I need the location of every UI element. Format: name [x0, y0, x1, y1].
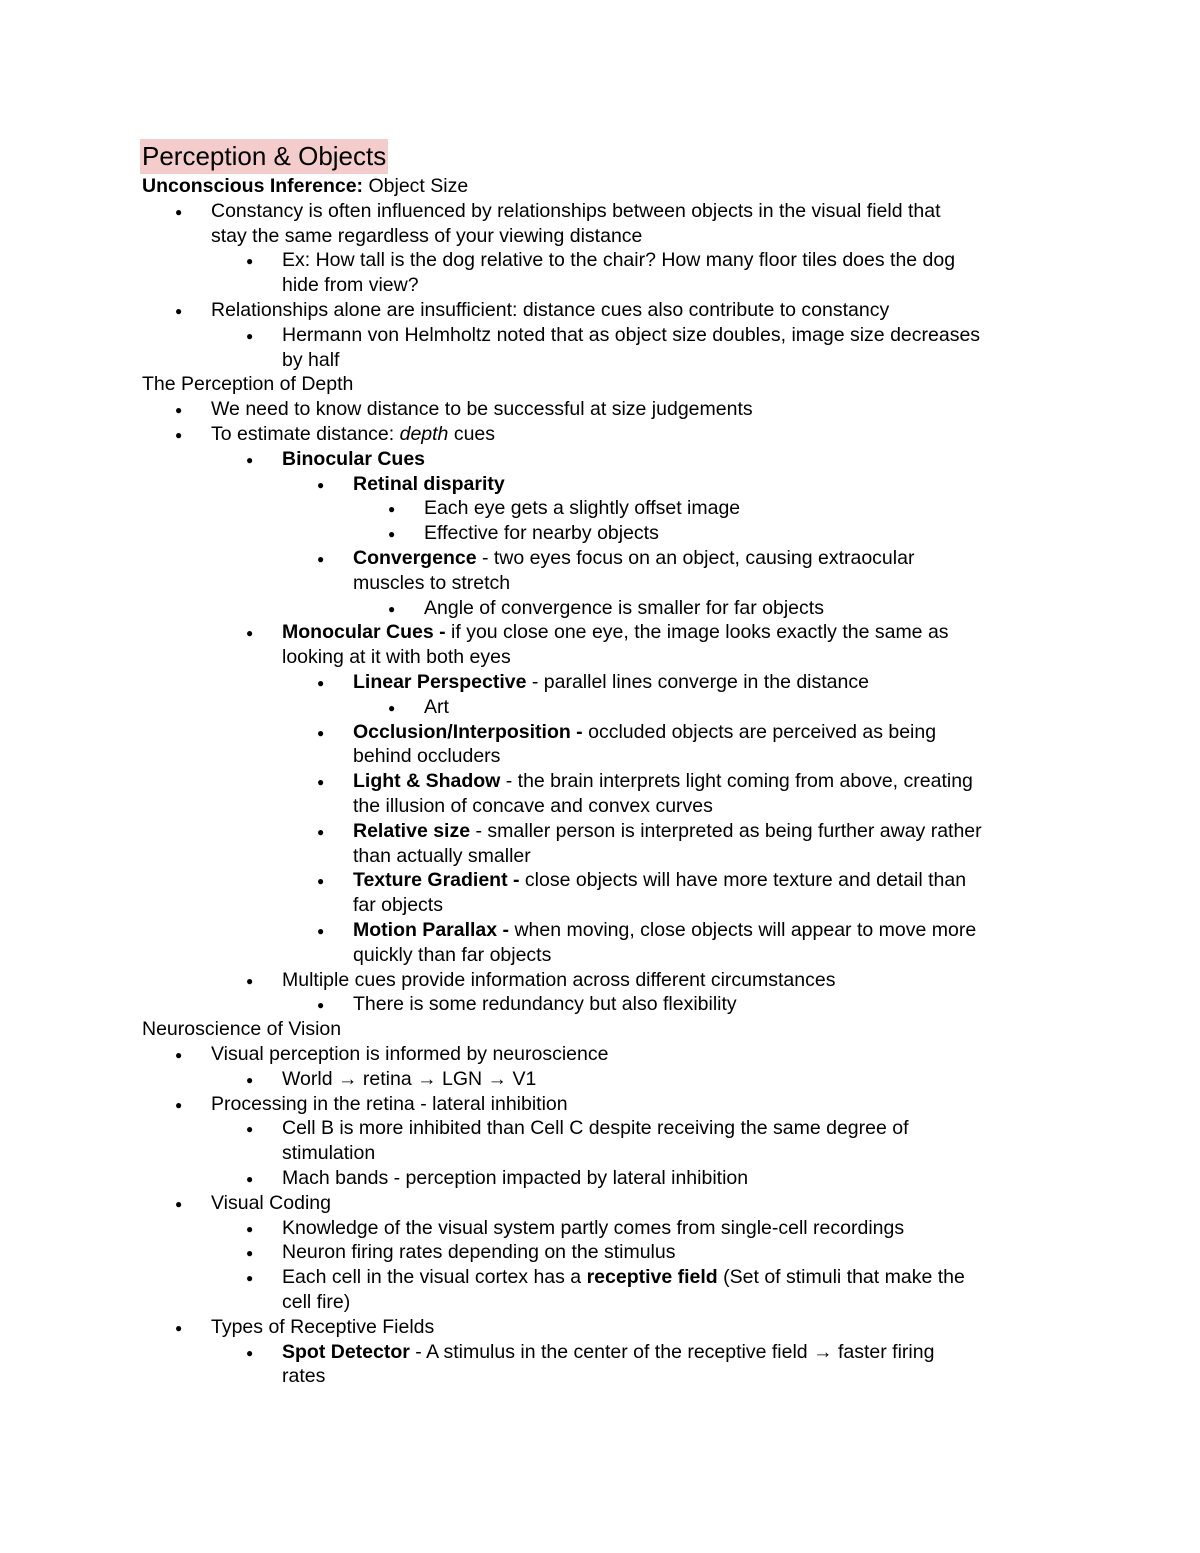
- bold-text: Texture Gradient -: [353, 869, 520, 892]
- list-item: [353, 744, 500, 768]
- text: Visual perception is informed by neuroscience: [211, 1043, 609, 1065]
- bullet-icon: ●: [246, 1246, 254, 1261]
- bullet-icon: ●: [246, 1172, 254, 1186]
- list-item: [211, 199, 941, 223]
- bold-text: Spot Detector: [282, 1340, 410, 1363]
- list-item: [424, 521, 659, 545]
- bold-text: Relative size: [353, 819, 471, 842]
- list-item: [282, 1067, 536, 1091]
- list-item: [353, 868, 966, 892]
- list-item: [282, 968, 835, 992]
- list-item: [424, 695, 449, 719]
- text: Neuron firing rates depending on the stimulus: [282, 1241, 676, 1264]
- list-item: [282, 1364, 325, 1388]
- list-item: [282, 1265, 965, 1289]
- bold-text: Motion Parallax -: [353, 919, 510, 941]
- text: behind occluders: [353, 745, 501, 768]
- bold-text: Convergence: [353, 547, 477, 569]
- bullet-icon: ●: [388, 502, 396, 517]
- text: quickly than far objects: [353, 943, 552, 966]
- italic-text: depth: [399, 423, 449, 445]
- text: Neuroscience of Vision: [142, 1018, 342, 1041]
- list-item: [282, 620, 949, 644]
- list-item: [353, 571, 510, 595]
- bullet-icon: ●: [317, 775, 325, 790]
- bold-text: Monocular Cues -: [282, 621, 446, 644]
- text: far objects: [353, 894, 443, 917]
- list-item: [353, 943, 551, 967]
- bullet-icon: ●: [246, 1221, 254, 1236]
- text: muscles to stretch: [353, 571, 511, 594]
- list-item: [353, 546, 914, 570]
- bullet-icon: ●: [246, 1271, 254, 1286]
- list-item: [282, 1116, 909, 1140]
- text: hide from view?: [282, 274, 419, 297]
- list-item: [211, 1315, 434, 1339]
- list-item: [424, 496, 740, 520]
- bullet-icon: ●: [317, 676, 325, 690]
- bullet-icon: ●: [317, 824, 325, 839]
- bullet-icon: ●: [175, 304, 183, 318]
- list-item: [353, 893, 443, 917]
- text: looking at it with both eyes: [282, 646, 511, 669]
- text: Processing in the retina - lateral inhibition: [211, 1092, 568, 1115]
- list-item: [282, 1216, 904, 1240]
- list-item: [282, 248, 955, 272]
- bullet-icon: ●: [246, 254, 254, 269]
- text: Types of Receptive Fields: [211, 1315, 435, 1338]
- list-item: [424, 596, 824, 620]
- bullet-icon: ●: [246, 626, 254, 641]
- text: Knowledge of the visual system partly comes from single-cell recordings: [282, 1216, 905, 1239]
- bold-text: Retinal disparity: [353, 472, 505, 495]
- text: Constancy is often influenced by relationships between objects in the visual field that: [211, 199, 941, 222]
- section-heading: [142, 174, 468, 198]
- text: occluded objects are perceived as being: [582, 720, 937, 743]
- text: the illusion of concave and convex curves: [353, 795, 713, 817]
- list-item: [282, 1240, 676, 1264]
- list-item: [353, 472, 505, 496]
- list-item: [282, 1290, 350, 1314]
- list-item: [353, 794, 713, 818]
- text: Each eye gets a slightly offset image: [424, 497, 741, 520]
- text: Cell B is more inhibited than Cell C despite receiving the same degree of: [282, 1117, 909, 1140]
- bullet-icon: ●: [246, 452, 254, 467]
- section-heading: [142, 372, 353, 396]
- text: - A stimulus in the center of the receptive field → faster firing: [409, 1340, 935, 1363]
- bullet-icon: ●: [317, 725, 325, 740]
- list-item: [353, 769, 973, 793]
- bullet-icon: ●: [175, 1196, 183, 1211]
- text: stay the same regardless of your viewing distance: [211, 224, 643, 247]
- list-item: [282, 447, 425, 471]
- bullet-icon: ●: [388, 700, 396, 715]
- text: (Set of stimuli that make the: [717, 1266, 965, 1289]
- bullet-icon: ●: [317, 998, 325, 1013]
- bullet-icon: ●: [246, 973, 254, 988]
- bold-text: Binocular Cues: [282, 447, 426, 470]
- bullet-icon: ●: [175, 1097, 183, 1112]
- bullet-icon: ●: [175, 204, 183, 219]
- text: Ex: How tall is the dog relative to the chair? How many floor tiles does the dog: [282, 249, 956, 272]
- text: cell fire): [282, 1291, 351, 1313]
- bullet-icon: ●: [246, 1072, 254, 1087]
- list-item: [353, 992, 737, 1016]
- text: Relationships alone are insufficient: distance cues also contribute to constancy: [211, 299, 890, 321]
- text: Angle of convergence is smaller for far objects: [424, 596, 824, 619]
- bullet-icon: ●: [246, 1122, 254, 1137]
- bold-text: Occlusion/Interposition -: [353, 720, 583, 743]
- bullet-icon: ●: [317, 552, 325, 566]
- page-title: Perception & Objects: [140, 139, 388, 174]
- text: Effective for nearby objects: [424, 522, 659, 545]
- text: by half: [282, 348, 340, 371]
- list-item: [211, 1042, 608, 1066]
- text: We need to know distance to be successful at size judgements: [211, 398, 753, 421]
- text: close objects will have more texture and detail than: [519, 869, 967, 892]
- bullet-icon: ●: [388, 527, 396, 542]
- list-item: [353, 670, 869, 694]
- list-item: [282, 1141, 375, 1165]
- list-item: [282, 1166, 748, 1190]
- list-item: [353, 720, 936, 744]
- bullet-icon: ●: [246, 1345, 254, 1360]
- list-item: [353, 844, 531, 868]
- text: Mach bands - perception impacted by lateral inhibition: [282, 1167, 749, 1189]
- bullet-icon: ●: [388, 601, 396, 616]
- text: Art: [424, 695, 449, 718]
- list-item: [353, 819, 982, 843]
- list-item: [282, 273, 419, 297]
- text: - smaller person is interpreted as being further away rather: [470, 819, 982, 842]
- text: stimulation: [282, 1142, 376, 1165]
- text: - parallel lines converge in the distance: [526, 671, 869, 693]
- bold-text: Light & Shadow: [353, 770, 501, 793]
- list-item: [211, 1191, 331, 1215]
- text: - the brain interprets light coming from above, creating: [500, 770, 973, 793]
- list-item: [211, 397, 753, 421]
- text: Visual Coding: [211, 1191, 331, 1214]
- list-item: [211, 422, 495, 446]
- text: than actually smaller: [353, 844, 531, 867]
- list-item: [211, 1092, 568, 1116]
- text: Each cell in the visual cortex has a: [282, 1266, 587, 1289]
- text: World → retina → LGN → V1: [282, 1067, 537, 1090]
- list-item: [353, 918, 976, 942]
- bullet-icon: ●: [246, 328, 254, 343]
- text: Object Size: [363, 175, 469, 197]
- list-item: [211, 298, 889, 322]
- text: There is some redundancy but also flexibility: [353, 993, 737, 1016]
- list-item: [282, 1340, 934, 1364]
- text: when moving, close objects will appear to move more: [509, 919, 977, 941]
- bold-text: Linear Perspective: [353, 671, 527, 693]
- text: if you close one eye, the image looks exactly the same as: [445, 621, 949, 644]
- bullet-icon: ●: [317, 874, 325, 889]
- bullet-icon: ●: [175, 403, 183, 418]
- text: Multiple cues provide information across different circumstances: [282, 968, 836, 991]
- text: The Perception of Depth: [142, 373, 354, 396]
- bullet-icon: ●: [317, 924, 325, 938]
- bold-text: receptive field: [586, 1266, 718, 1289]
- text: rates: [282, 1365, 326, 1388]
- bullet-icon: ●: [175, 1048, 183, 1062]
- list-item: [211, 224, 642, 248]
- text: To estimate distance:: [211, 423, 400, 445]
- text: Hermann von Helmholtz noted that as object size doubles, image size decreases: [282, 323, 981, 346]
- bold-text: Unconscious Inference:: [142, 175, 364, 197]
- text: cues: [448, 423, 496, 445]
- list-item: [282, 348, 339, 372]
- bullet-icon: ●: [175, 428, 183, 442]
- bullet-icon: ●: [175, 1320, 183, 1335]
- list-item: [282, 323, 980, 347]
- list-item: [282, 645, 511, 669]
- text: - two eyes focus on an object, causing extraocular: [476, 547, 915, 569]
- bullet-icon: ●: [317, 477, 325, 492]
- section-heading: [142, 1017, 341, 1041]
